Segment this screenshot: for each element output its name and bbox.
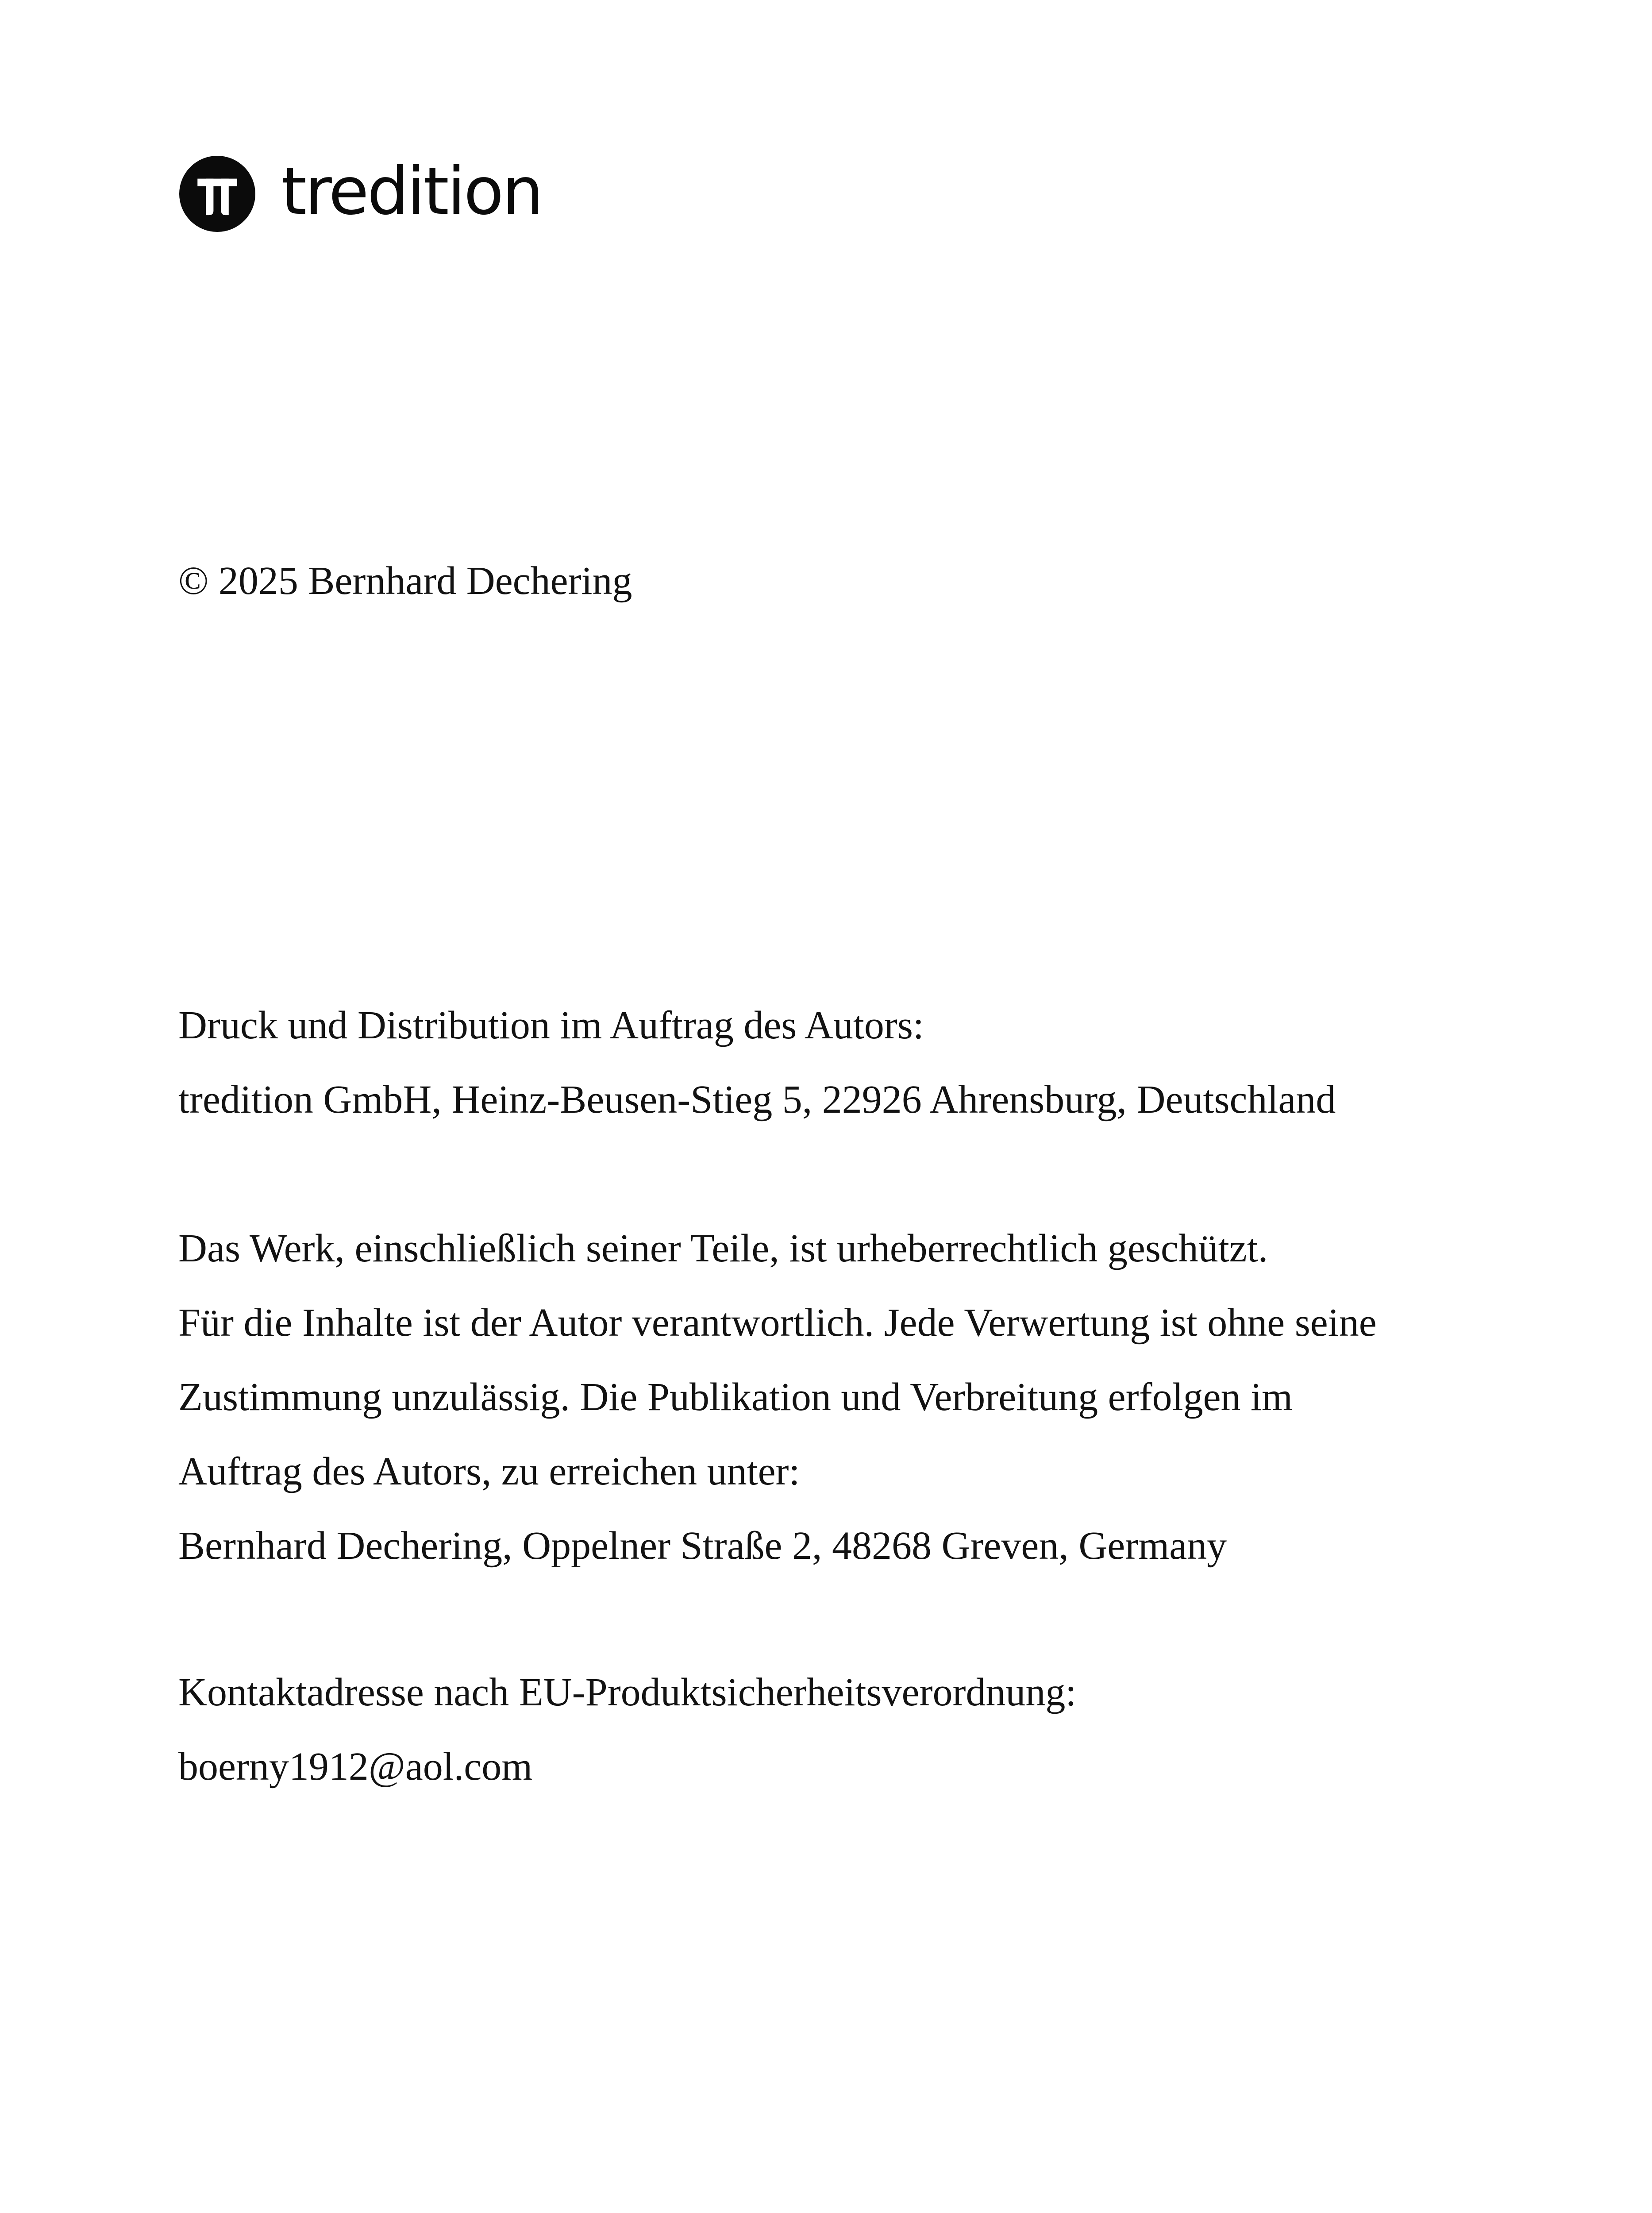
publisher-logo <box>179 154 542 234</box>
rights-notice-line: Für die Inhalte ist der Autor verantwortlich. Jede Verwertung ist ohne seine <box>178 1301 1377 1345</box>
rights-notice-block <box>178 1226 1377 1600</box>
contact-email: boerny1912@aol.com <box>178 1745 533 1789</box>
rights-notice-line: Auftrag des Autors, zu erreichen unter: <box>178 1450 800 1493</box>
rights-notice-line: Zustimmung unzulässig. Die Publikation und Verbreitung erfolgen im <box>178 1375 1293 1419</box>
copyright-notice: © 2025 Bernhard Dechering <box>178 559 632 603</box>
contact-label: Kontaktadresse nach EU-Produktsicherheitsverordnung: <box>178 1670 1077 1714</box>
rights-notice-line: Das Werk, einschließlich seiner Teile, ist urheberrechtlich geschützt. <box>178 1226 1268 1270</box>
print-distribution-block <box>178 1003 1336 1154</box>
author-address-line: Bernhard Dechering, Oppelner Straße 2, 48268 Greven, Germany <box>178 1524 1227 1568</box>
print-distribution-line: Druck und Distribution im Auftrag des Autors: <box>178 1003 924 1047</box>
contact-block <box>178 1670 1077 1821</box>
tredition-logo-icon <box>179 156 255 232</box>
publisher-wordmark: tredition <box>281 153 542 229</box>
publisher-address-line: tredition GmbH, Heinz-Beusen-Stieg 5, 22926 Ahrensburg, Deutschland <box>178 1078 1336 1122</box>
